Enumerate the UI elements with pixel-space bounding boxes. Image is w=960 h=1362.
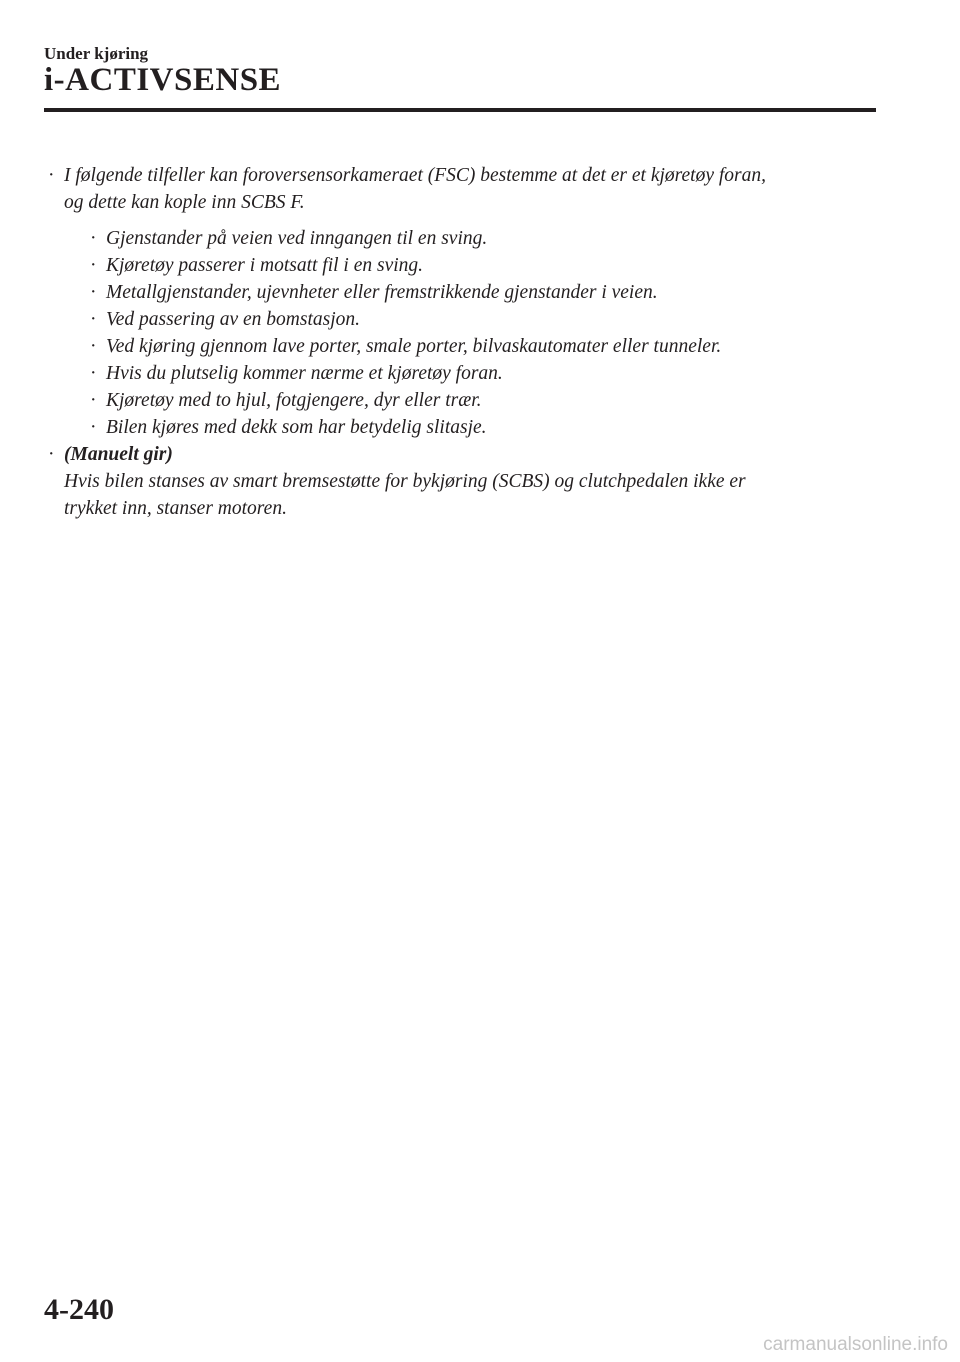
list-item-manual-gear xyxy=(44,441,884,522)
bullet-icon: · xyxy=(48,444,55,465)
title-divider xyxy=(44,108,876,112)
sub-list-item-text: Metallgjenstander, ujevnheter eller fremstrikkende gjenstander i veien. xyxy=(106,282,658,303)
bullet-icon: · xyxy=(90,309,97,330)
sub-list-item xyxy=(64,414,884,441)
item-text-line: og dette kan kople inn SCBS F. xyxy=(64,192,305,213)
sub-list-item xyxy=(64,306,884,333)
sub-list-item xyxy=(64,279,884,306)
item-heading: (Manuelt gir) xyxy=(64,444,173,465)
sub-list-item-text: Kjøretøy passerer i motsatt fil i en sving. xyxy=(106,255,424,276)
page-number: 4-240 xyxy=(44,1293,114,1326)
sub-list-item-text: Hvis du plutselig kommer nærme et kjøretøy foran. xyxy=(106,363,503,384)
bullet-icon: · xyxy=(90,255,97,276)
bullet-icon: · xyxy=(90,417,97,438)
bullet-icon: · xyxy=(90,336,97,357)
sub-list-item-text: Kjøretøy med to hjul, fotgjengere, dyr eller trær. xyxy=(106,390,482,411)
page-title: i-ACTIVSENSE xyxy=(44,62,282,98)
sub-list-item xyxy=(64,333,884,360)
list-item-fsc-cases xyxy=(44,162,884,441)
sub-list-item-text: Bilen kjøres med dekk som har betydelig slitasje. xyxy=(106,417,487,438)
item-text-line: trykket inn, stanser motoren. xyxy=(64,498,287,519)
watermark: carmanualsonline.info xyxy=(763,1334,948,1355)
bullet-icon: · xyxy=(48,165,55,186)
sub-list-item-text: Gjenstander på veien ved inngangen til en sving. xyxy=(106,228,488,249)
item-text-line: Hvis bilen stanses av smart bremsestøtte for bykjøring (SCBS) og clutchpedalen ikke er xyxy=(64,471,746,492)
bullet-icon: · xyxy=(90,282,97,303)
sub-list-item xyxy=(64,387,884,414)
sub-list-item xyxy=(64,252,884,279)
sub-list xyxy=(64,225,884,441)
section-label: Under kjøring xyxy=(44,44,149,63)
bullet-icon: · xyxy=(90,390,97,411)
sub-list-item xyxy=(64,225,884,252)
body-content xyxy=(44,162,884,522)
sub-list-item xyxy=(64,360,884,387)
sub-list-item-text: Ved kjøring gjennom lave porter, smale porter, bilvaskautomater eller tunneler. xyxy=(106,336,722,357)
sub-list-item-text: Ved passering av en bomstasjon. xyxy=(106,309,361,330)
item-text-line: I følgende tilfeller kan foroversensorkameraet (FSC) bestemme at det er et kjøretøy foran, xyxy=(64,165,766,186)
bullet-icon: · xyxy=(90,363,97,384)
bullet-icon: · xyxy=(90,228,97,249)
